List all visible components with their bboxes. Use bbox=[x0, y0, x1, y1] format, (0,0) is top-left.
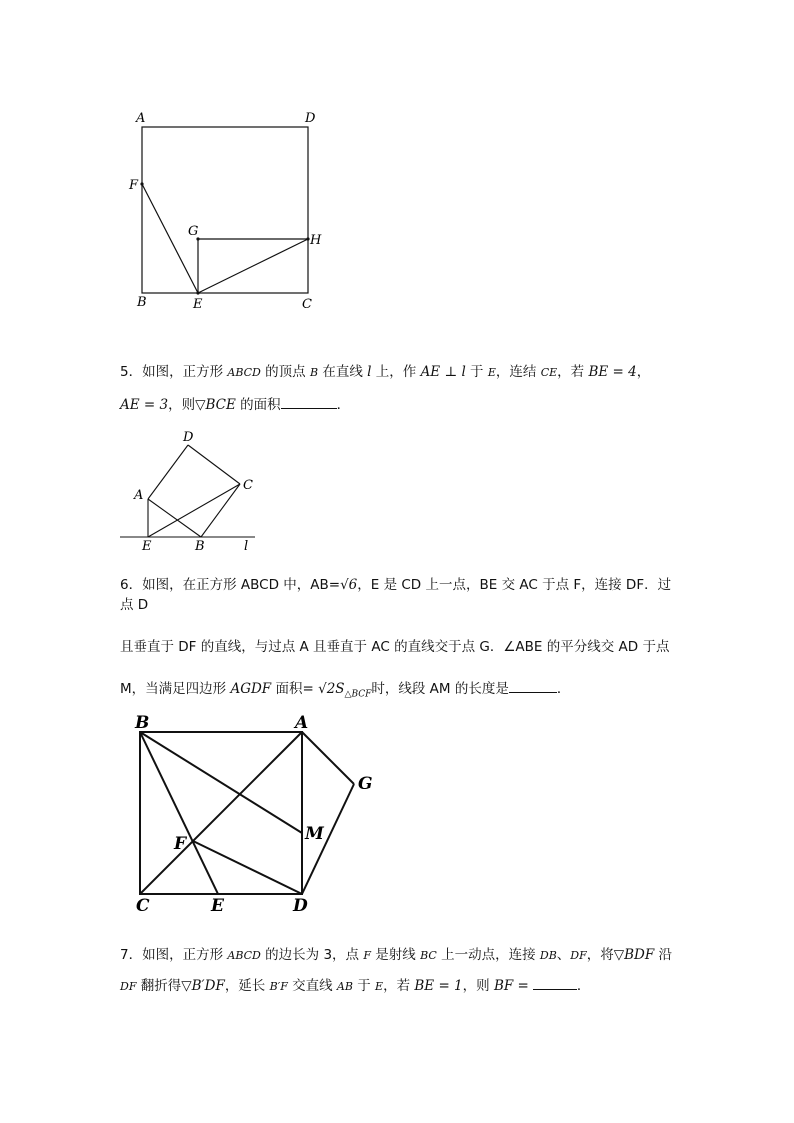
p7-text: 的边长为 3，点 bbox=[260, 947, 364, 963]
p6-math: AGDF bbox=[230, 681, 272, 697]
fig6-label-d: D bbox=[293, 896, 308, 916]
problem-6-line-1 bbox=[120, 575, 680, 615]
p7-text: 是射线 bbox=[370, 947, 421, 963]
fig6-label-a: A bbox=[295, 713, 309, 733]
p7-text: ． bbox=[576, 978, 591, 994]
problem-7-line-2 bbox=[120, 976, 680, 997]
problem-7-line-1 bbox=[120, 945, 680, 966]
problem-5-number: 5． bbox=[120, 364, 143, 380]
fig6-label-m: M bbox=[305, 824, 324, 844]
fig6-label-b: B bbox=[135, 713, 150, 733]
fig5-label-b: B bbox=[195, 539, 205, 554]
p7-text: 、 bbox=[556, 947, 571, 963]
fig5-label-l: l bbox=[244, 539, 249, 554]
problem-5 bbox=[120, 362, 680, 415]
p7-math: BF = bbox=[493, 978, 529, 994]
p7-text: ，延长 bbox=[224, 978, 270, 994]
p7-text: 翻折得 bbox=[136, 978, 182, 994]
p6-math: √6 bbox=[340, 577, 358, 593]
p6-text: M，当满足四边形 bbox=[120, 681, 231, 697]
fig1-label-b: B bbox=[137, 295, 147, 310]
p5-text: 如图，正方形 bbox=[142, 364, 228, 380]
problem-6 bbox=[120, 575, 680, 705]
fig5-label-a: A bbox=[134, 488, 144, 503]
problem-6-line-2 bbox=[120, 637, 680, 657]
p7-text: 交直线 bbox=[287, 978, 337, 994]
p5-text: ， bbox=[636, 364, 651, 380]
p7-math: B′F bbox=[269, 980, 288, 993]
p5-math: AE = 3 bbox=[120, 397, 169, 413]
p6-text: 且垂直于 DF 的直线，与过点 A 且垂直于 AC 的直线交于点 G．∠ABE 的平分线交 AD 于点 bbox=[120, 639, 670, 655]
p5-math: l bbox=[367, 364, 372, 380]
p5-text: 在直线 bbox=[318, 364, 368, 380]
figure-square-agdf bbox=[125, 710, 385, 920]
answer-blank[interactable] bbox=[281, 396, 337, 409]
p5-text: 的面积 bbox=[235, 397, 281, 413]
p7-text: 7．如图，正方形 bbox=[120, 947, 228, 963]
p7-math: BC bbox=[420, 949, 437, 962]
p7-text: ，将 bbox=[586, 947, 614, 963]
p7-math: E bbox=[375, 980, 384, 993]
p7-math: AB bbox=[336, 980, 353, 993]
problem-7 bbox=[120, 945, 680, 997]
fig5-label-d: D bbox=[183, 430, 194, 445]
p5-math: BE = 4 bbox=[588, 364, 637, 380]
fig6-label-g: G bbox=[358, 774, 373, 794]
fig1-label-c: C bbox=[302, 297, 312, 312]
p6-math: △BCF bbox=[344, 689, 372, 700]
p7-math: BE = 1 bbox=[414, 978, 463, 994]
fig1-label-e: E bbox=[193, 297, 203, 312]
figure-square-on-line bbox=[115, 428, 260, 558]
p7-math: DF bbox=[120, 980, 137, 993]
p7-math: F bbox=[363, 949, 371, 962]
p5-math: CE bbox=[540, 366, 558, 379]
p6-text: ，E 是 CD 上一点，BE 交 AC 于点 F，连接 DF．过点 D bbox=[120, 577, 672, 613]
p7-math: ABCD bbox=[227, 949, 261, 962]
p7-math: ▽BDF bbox=[613, 947, 655, 963]
p6-text: 6．如图，在正方形 ABCD 中，AB= bbox=[120, 577, 341, 593]
fig6-label-f: F bbox=[174, 834, 187, 854]
p5-text: ，连结 bbox=[495, 364, 541, 380]
p5-text: ． bbox=[336, 397, 351, 413]
p5-math: E bbox=[487, 366, 496, 379]
p7-text: 上一动点，连接 bbox=[436, 947, 540, 963]
fig5-label-e: E bbox=[142, 539, 152, 554]
p6-text: 时，线段 AM 的长度是 bbox=[371, 681, 509, 697]
p5-text: ，若 bbox=[557, 364, 589, 380]
fig1-label-h: H bbox=[310, 233, 322, 248]
figure-square-efgh bbox=[120, 105, 340, 320]
fig1-label-g: G bbox=[188, 224, 199, 239]
problem-6-line-3 bbox=[120, 679, 680, 705]
problem-5-line-1 bbox=[120, 362, 680, 383]
fig6-label-c: C bbox=[136, 896, 150, 916]
p5-math: ABCD bbox=[227, 366, 261, 379]
p7-text: ，则 bbox=[462, 978, 494, 994]
answer-blank[interactable] bbox=[509, 680, 557, 693]
p5-text: 上，作 bbox=[371, 364, 421, 380]
p5-text: ，则 bbox=[168, 397, 196, 413]
p6-text: ． bbox=[556, 681, 571, 697]
fig1-label-d: D bbox=[305, 111, 316, 126]
fig1-label-a: A bbox=[136, 111, 146, 126]
p7-math: DF bbox=[570, 949, 587, 962]
p5-math: B bbox=[309, 366, 319, 379]
fig5-label-c: C bbox=[243, 478, 253, 493]
p5-text: 于 bbox=[465, 364, 488, 380]
fig1-label-f: F bbox=[129, 178, 139, 193]
p5-math: AE ⊥ l bbox=[420, 364, 466, 380]
p6-text: 面积 bbox=[271, 681, 303, 697]
fig6-label-e: E bbox=[211, 896, 224, 916]
p6-math: = √2S bbox=[302, 681, 345, 697]
p7-text: 于 bbox=[352, 978, 376, 994]
p7-text: ，若 bbox=[383, 978, 415, 994]
p5-math: ▽BCE bbox=[195, 397, 236, 413]
p7-text: 沿 bbox=[654, 947, 673, 963]
p5-text: 的顶点 bbox=[260, 364, 310, 380]
answer-blank[interactable] bbox=[533, 977, 577, 990]
p7-math: DB bbox=[539, 949, 557, 962]
problem-5-line-2 bbox=[120, 395, 680, 415]
p7-math: ▽B′DF bbox=[181, 978, 225, 994]
